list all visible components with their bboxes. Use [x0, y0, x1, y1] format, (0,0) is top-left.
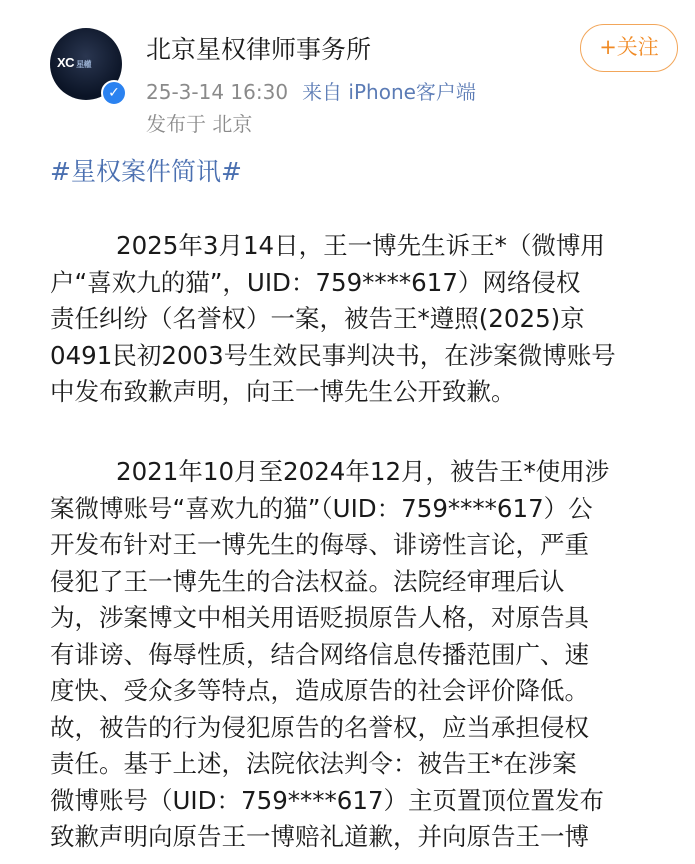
paragraph-line: 2021年10月至2024年12月，被告王*使用涉	[116, 457, 610, 486]
verified-badge-icon: ✓	[101, 80, 127, 106]
paragraph-line: 责任纠纷（名誉权）一案，被告王*遵照(2025)京	[50, 304, 585, 333]
paragraph-line: 致歉声明向原告王一博赔礼道歉，并向原告王一博	[50, 822, 589, 851]
paragraph-line: 微博账号（UID：759****617）主页置顶位置发布	[50, 785, 605, 815]
paragraph-line: 开发布针对王一博先生的侮辱、诽谤性言论，严重	[50, 530, 589, 559]
hashtag-link[interactable]: #星权案件简讯#	[50, 157, 242, 186]
paragraph-line: 度快、受众多等特点，造成原告的社会评价降低。	[50, 676, 589, 705]
paragraph-line: 有诽谤、侮辱性质，结合网络信息传播范围广、速	[50, 639, 589, 669]
paragraph-line: 故，被告的行为侵犯原告的名誉权，应当承担侵权	[50, 712, 589, 742]
follow-button[interactable]: +关注	[580, 24, 678, 72]
paragraph-line: 案微博账号“喜欢九的猫”（UID：759****617）公	[50, 493, 593, 523]
post-source[interactable]: 来自 iPhone客户端	[302, 80, 476, 104]
post-time: 25-3-14 16:30	[146, 80, 289, 104]
author-name[interactable]: 北京星权律师事务所	[146, 35, 372, 64]
paragraph-line: 2025年3月14日，王一博先生诉王*（微博用	[116, 231, 605, 260]
paragraph-line: 侵犯了王一博先生的合法权益。法院经审理后认	[50, 566, 565, 596]
post-location: 发布于 北京	[146, 112, 253, 136]
paragraph-line: 为，涉案博文中相关用语贬损原告人格，对原告具	[50, 603, 589, 632]
avatar-logo: XC 星權	[57, 55, 92, 70]
paragraph-line: 0491民初2003号生效民事判决书，在涉案微博账号	[50, 340, 616, 370]
post-header	[0, 0, 695, 150]
paragraph-line: 责任。基于上述，法院依法判令：被告王*在涉案	[50, 749, 577, 778]
post-meta	[146, 76, 476, 105]
paragraph-line: 中发布致歉声明，向王一博先生公开致歉。	[50, 377, 516, 406]
post-paragraph	[50, 454, 670, 856]
post-paragraph	[50, 228, 670, 411]
paragraph-line: 户“喜欢九的猫”，UID：759****617）网络侵权	[50, 267, 581, 297]
